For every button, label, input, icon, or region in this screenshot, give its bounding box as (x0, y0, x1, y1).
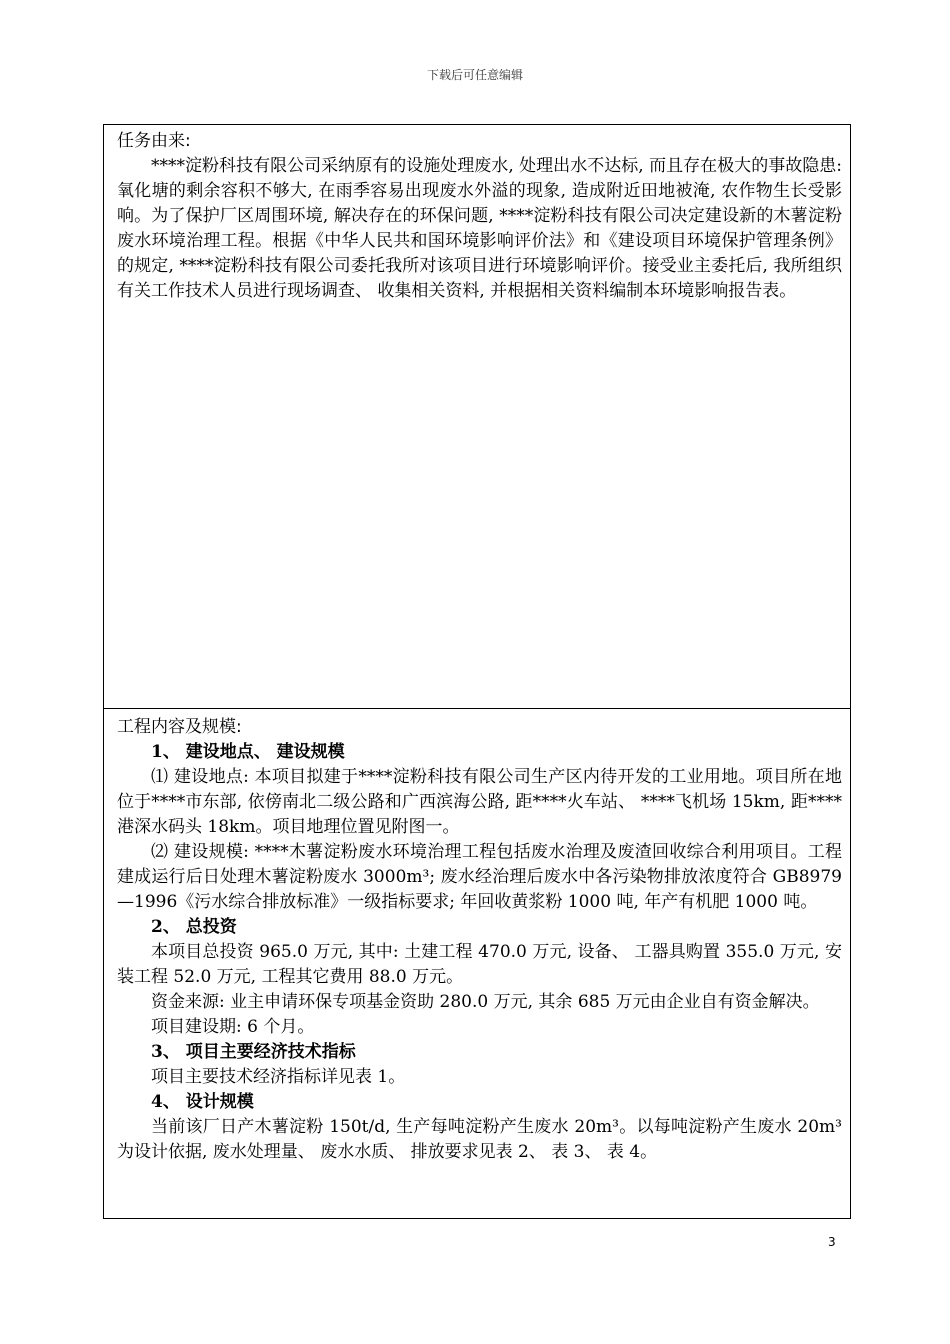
report-table (103, 124, 851, 1219)
heading-construction-site: 1、 建设地点、 建设规模 (151, 742, 345, 762)
paragraph-indicators: 项目主要技术经济指标详见表 1。 (151, 1067, 406, 1087)
heading-design-scale: 4、 设计规模 (151, 1092, 254, 1112)
project-content-title: 工程内容及规模: (117, 717, 242, 737)
paragraph-period: 项目建设期: 6 个月。 (151, 1017, 315, 1037)
paragraph-funding: 资金来源: 业主申请环保专项基金资助 280.0 万元, 其余 685 万元由企业自有资金解决。 (151, 992, 820, 1012)
page-header: 下载后可任意编辑 (426, 68, 523, 82)
heading-total-investment: 2、 总投资 (151, 917, 237, 937)
task-origin-title: 任务由来: (117, 131, 191, 151)
task-origin-cell (117, 129, 842, 304)
task-origin-paragraph: ****淀粉科技有限公司采纳原有的设施处理废水, 处理出水不达标, 而且存在极大的事故隐患: 氧化塘的剩余容积不够大, 在雨季容易出现废水外溢的现象, 造成附近田地被淹, 农作物生长受影响。为了保护厂区周围环境, 解决存在的环保问题, ****淀粉科技有限公司决定建设新的木薯淀粉废水环境治理工程。根据《中华人民共和国环境影响评价法》和《建设项目环境保护管理条例》的规定, ****淀粉科技有限公司委托我所对该项目进行环境影响评价。接受业主委托后, 我所组织有关工作技术人员进行现场调查、 收集相关资料, 并根据相关资料编制本环境影响报告表。 (117, 156, 842, 301)
project-content-cell (117, 715, 842, 1165)
table-divider (104, 708, 850, 709)
heading-indicators: 3、 项目主要经济技术指标 (151, 1042, 356, 1062)
paragraph-investment: 本项目总投资 965.0 万元, 其中: 土建工程 470.0 万元, 设备、 工器具购置 355.0 万元, 安装工程 52.0 万元, 工程其它费用 88.0 万元。 (117, 942, 842, 987)
paragraph-scale: ⑵ 建设规模: ****木薯淀粉废水环境治理工程包括废水治理及废渣回收综合利用项目。工程建成运行后日处理木薯淀粉废水 3000m³; 废水经治理后废水中各污染物排放浓度符合 GB8979—1996《污水综合排放标准》一级指标要求; 年回收黄浆粉 1000 吨, 年产有机肥 1000 吨。 (117, 842, 842, 912)
paragraph-design-scale: 当前该厂日产木薯淀粉 150t/d, 生产每吨淀粉产生废水 20m³。以每吨淀粉产生废水 20m³为设计依据, 废水处理量、 废水水质、 排放要求见表 2、 表 3、 表 4。 (117, 1117, 842, 1162)
paragraph-site: ⑴ 建设地点: 本项目拟建于****淀粉科技有限公司生产区内待开发的工业用地。项目所在地位于****市东部, 依傍南北二级公路和广西滨海公路, 距****火车站、 ****飞机场 15km, 距****港深水码头 18km。项目地理位置见附图一。 (117, 767, 842, 837)
page-number: 3 (828, 1235, 836, 1249)
